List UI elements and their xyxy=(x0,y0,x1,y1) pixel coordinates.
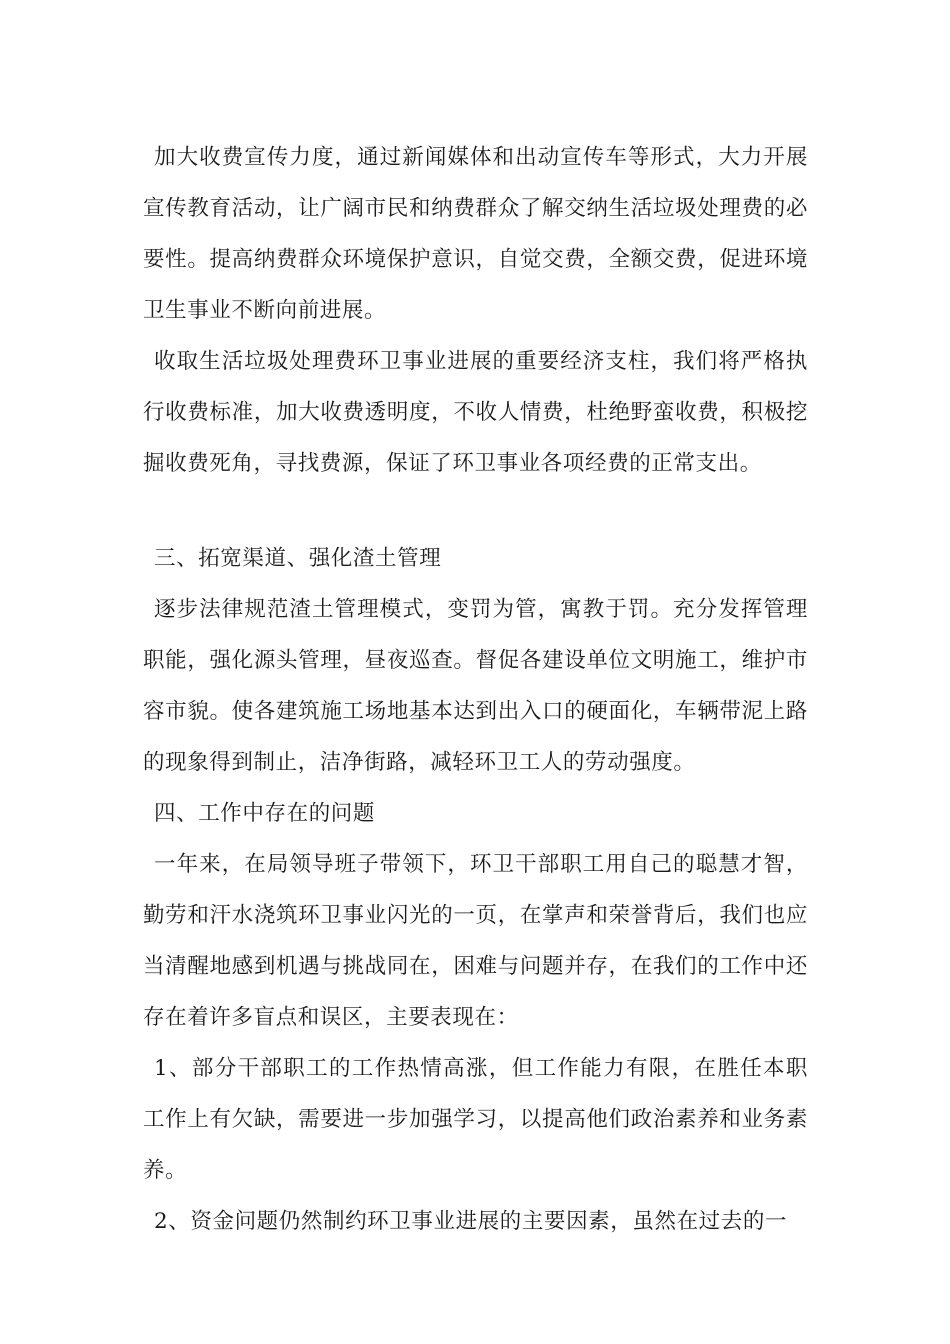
paragraph-fee-collection: 收取生活垃圾处理费环卫事业进展的重要经济支柱，我们将严格执行收费标准，加大收费透明度，不收人情费，杜绝野蛮收费，积极挖掘收费死角，寻找费源，保证了环卫事业各项经费的正常支出。 xyxy=(143,349,808,476)
paragraph-year-review: 一年来，在局领导班子带领下，环卫干部职工用自己的聪慧才智，勤劳和汗水浇筑环卫事业闪光的一页，在掌声和荣誉背后，我们也应当清醒地感到机遇与挑战同在，困难与问题并存，在我们的工作中还存在着许多盲点和误区，主要表现在： xyxy=(143,852,808,1030)
document-body xyxy=(143,132,808,1247)
section-heading-3: 三、拓宽渠道、强化渣土管理 xyxy=(154,546,442,571)
paragraph-issue-1: 1、部分干部职工的工作热情高涨，但工作能力有限，在胜任本职工作上有欠缺，需要进一步加强学习，以提高他们政治素养和业务素养。 xyxy=(143,1056,808,1183)
paragraph-muck-management: 逐步法律规范渣土管理模式，变罚为管，寓教于罚。充分发挥管理职能，强化源头管理，昼夜巡查。督促各建设单位文明施工，维护市容市貌。使各建筑施工场地基本达到出入口的硬面化，车辆带泥上路的现象得到制止，洁净街路，减轻环卫工人的劳动强度。 xyxy=(143,597,808,775)
paragraph-publicity: 加大收费宣传力度，通过新闻媒体和出动宣传车等形式，大力开展宣传教育活动，让广阔市民和纳费群众了解交纳生活垃圾处理费的必要性。提高纳费群众环境保护意识，自觉交费，全额交费，促进环境卫生事业不断向前进展。 xyxy=(143,145,808,323)
paragraph-gap xyxy=(143,489,808,533)
paragraph-issue-2: 2、资金问题仍然制约环卫事业进展的主要因素，虽然在过去的一 xyxy=(154,1209,788,1234)
section-heading-4: 四、工作中存在的问题 xyxy=(154,801,376,826)
